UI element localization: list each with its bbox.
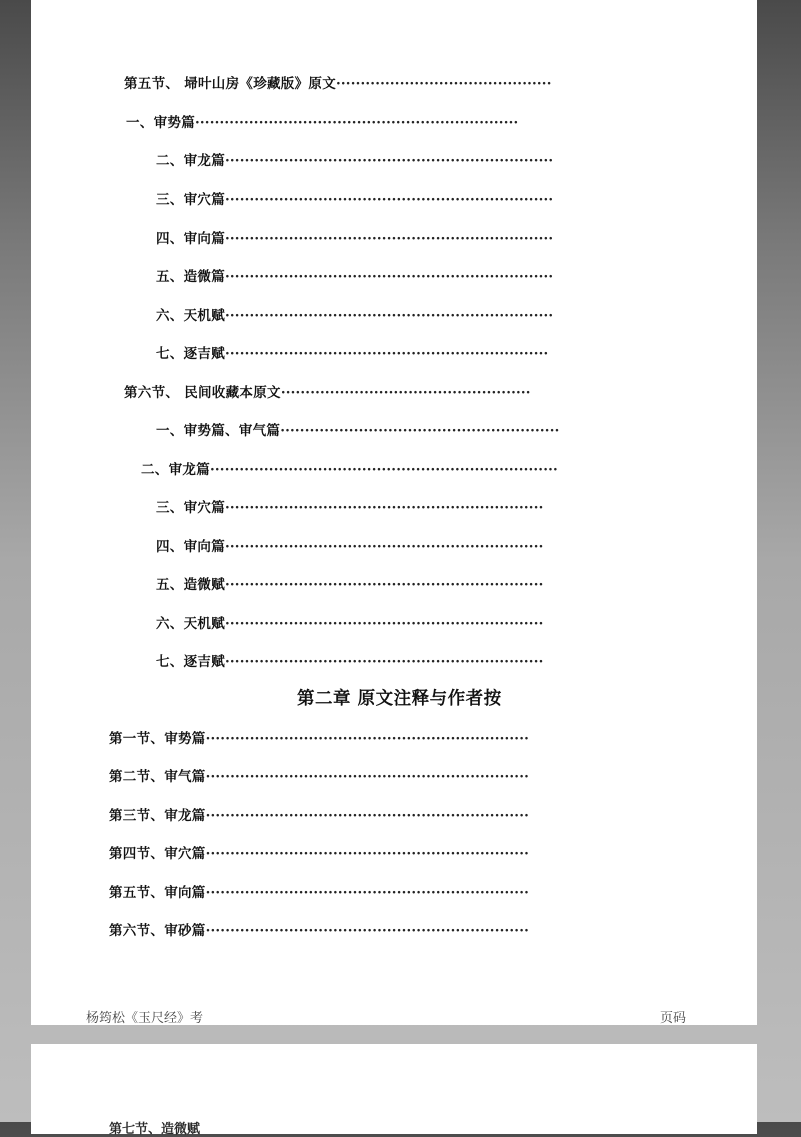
toc-leader-dots: ······································································· [210, 462, 558, 478]
toc-leader-dots: ············································ [336, 76, 552, 92]
toc-leader-dots: ··································································· [225, 269, 554, 285]
toc-entry[interactable] [156, 573, 544, 593]
toc-entry-label: 一、审势篇、审气篇 [156, 423, 281, 439]
toc-entry[interactable] [156, 650, 544, 670]
chapter-title: 第二章 原文注释与作者按 [297, 689, 502, 709]
toc-leader-dots: ·································································· [205, 923, 530, 939]
next-document-page [31, 1044, 757, 1137]
toc-entry-label: 二、审龙篇 [141, 462, 210, 478]
toc-leader-dots: ························································· [280, 423, 560, 439]
toc-entry-label: 七、逐吉赋 [156, 654, 225, 670]
toc-entry[interactable] [109, 919, 529, 939]
toc-entry[interactable] [156, 342, 548, 362]
toc-entry-label: 六、天机赋 [156, 616, 225, 632]
toc-entry-label: 第二节、审气篇 [109, 769, 206, 785]
toc-leader-dots: ································································· [225, 654, 544, 670]
toc-leader-dots: ································································· [225, 500, 544, 516]
toc-entry-label: 第六节、审砂篇 [109, 923, 206, 939]
toc-entry-label: 第六节、 民间收藏本原文 [124, 385, 281, 401]
toc-entry[interactable] [109, 727, 529, 747]
toc-leader-dots: ··································································· [225, 231, 554, 247]
document-page [31, 0, 757, 1025]
toc-leader-dots: ··················································· [280, 385, 531, 401]
toc-leader-dots: ··································································· [225, 153, 554, 169]
toc-entry[interactable] [156, 419, 560, 439]
toc-leader-dots: ·································································· [195, 115, 519, 131]
toc-entry-label: 第三节、审龙篇 [109, 808, 206, 824]
toc-entry[interactable] [126, 111, 518, 131]
toc-entry[interactable] [156, 535, 544, 555]
toc-entry-label: 第五节、审向篇 [109, 885, 206, 901]
page-number-label: 页码 [660, 1011, 687, 1026]
toc-leader-dots: ································································· [225, 577, 544, 593]
toc-leader-dots: ·································································· [205, 808, 530, 824]
toc-leader-dots: ··································································· [225, 308, 554, 324]
toc-entry[interactable] [109, 881, 529, 901]
toc-leader-dots: ································································· [225, 539, 544, 555]
toc-entry-label: 第五节、 埽叶山房《珍藏版》原文 [124, 76, 336, 92]
toc-leader-dots: ··································································· [225, 192, 554, 208]
toc-entry-label: 一、审势篇 [126, 115, 195, 131]
toc-entry-label: 四、审向篇 [156, 539, 225, 555]
toc-entry-label: 三、审穴篇 [156, 192, 225, 208]
toc-entry[interactable] [156, 227, 553, 247]
toc-entry-label: 五、造微篇 [156, 269, 225, 285]
toc-entry[interactable] [141, 458, 558, 478]
toc-entry-label: 五、造微赋 [156, 577, 225, 593]
toc-leader-dots: ································································· [225, 616, 544, 632]
toc-entry[interactable] [156, 496, 544, 516]
toc-entry[interactable] [109, 842, 529, 862]
toc-entry[interactable] [109, 765, 529, 785]
toc-leader-dots: ·································································· [225, 346, 549, 362]
toc-entry-label: 三、审穴篇 [156, 500, 225, 516]
toc-entry-label: 二、审龙篇 [156, 153, 225, 169]
page-footer-title: 杨筠松《玉尺经》考 [86, 1011, 204, 1026]
toc-entry-label: 第四节、审穴篇 [109, 846, 206, 862]
toc-entry[interactable] [156, 304, 553, 324]
toc-leader-dots: ·································································· [205, 846, 530, 862]
toc-entry[interactable] [109, 804, 529, 824]
toc-entry[interactable] [156, 188, 553, 208]
toc-entry-partial[interactable]: 第七节、造微赋 [109, 1122, 201, 1137]
toc-entry[interactable] [156, 149, 553, 169]
toc-leader-dots: ·································································· [205, 769, 530, 785]
toc-entry[interactable] [124, 381, 531, 401]
toc-leader-dots: ·································································· [205, 731, 530, 747]
toc-entry[interactable] [156, 612, 544, 632]
toc-entry-label: 七、逐吉赋 [156, 346, 225, 362]
toc-leader-dots: ·································································· [205, 885, 530, 901]
toc-entry[interactable] [124, 72, 552, 92]
toc-entry-label: 四、审向篇 [156, 231, 225, 247]
toc-entry-label: 第一节、审势篇 [109, 731, 206, 747]
toc-entry[interactable] [156, 265, 553, 285]
toc-entry-label: 六、天机赋 [156, 308, 225, 324]
